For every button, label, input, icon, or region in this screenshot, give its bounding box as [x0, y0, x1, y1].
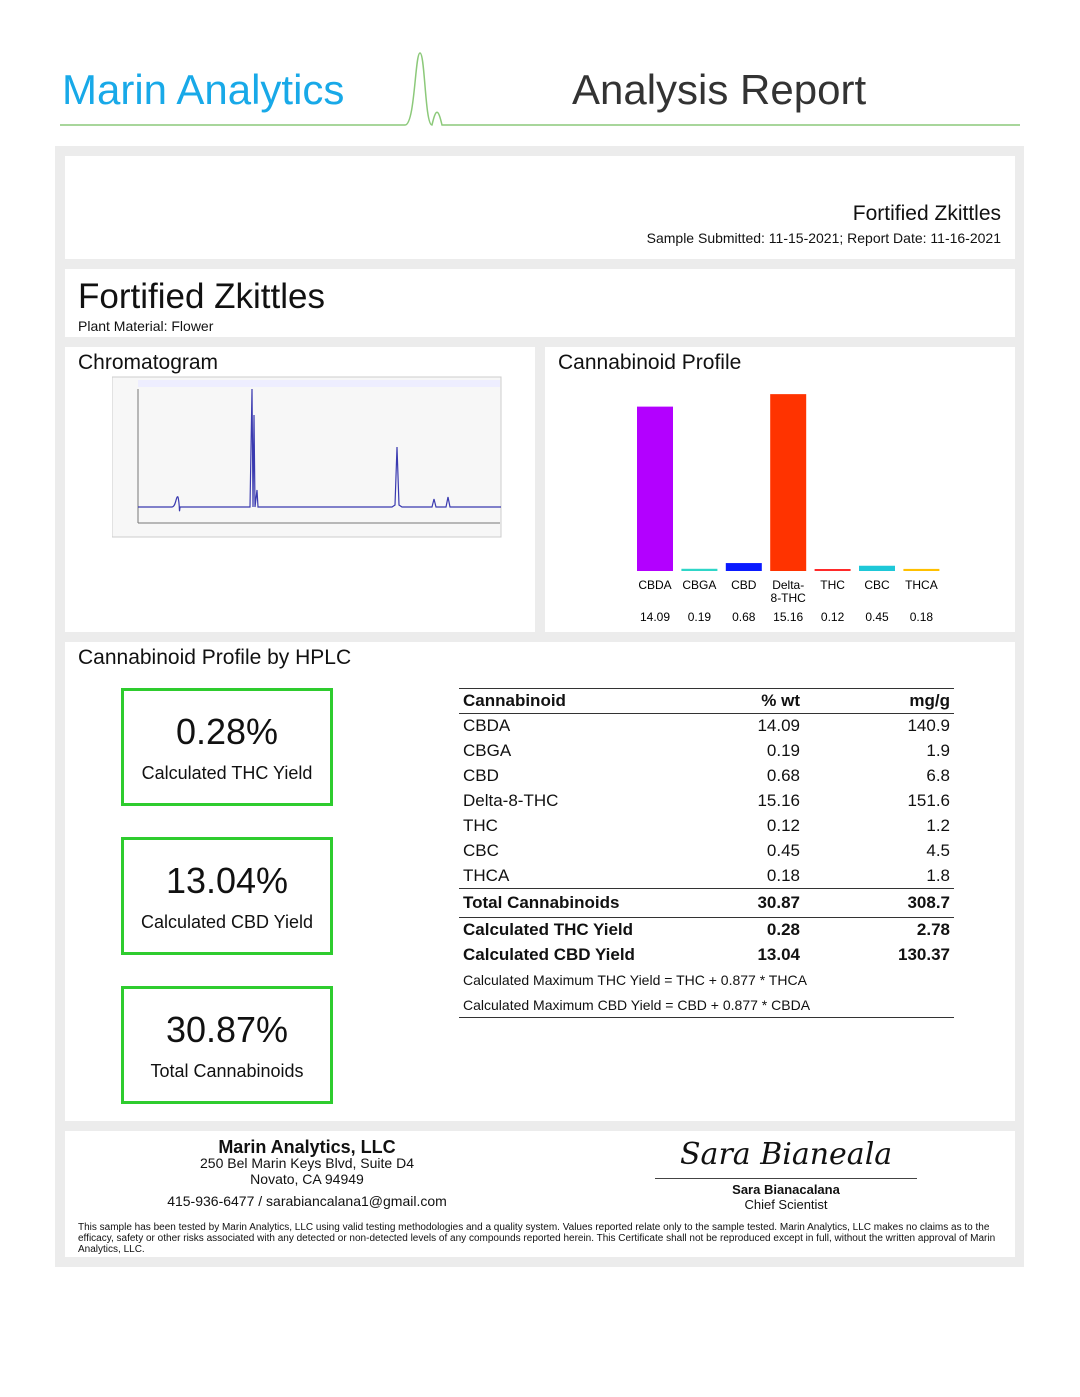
table-row	[459, 789, 954, 814]
total-pct: 30.87	[757, 893, 800, 912]
value-label: 15.16	[773, 610, 804, 624]
yield-pct: 13.04	[757, 945, 800, 964]
cbd-yield-label: Calculated CBD Yield	[140, 912, 314, 932]
bar-cbda	[637, 407, 673, 571]
cannabinoid-profile-panel	[545, 347, 1015, 632]
hplc-table	[459, 688, 954, 1018]
bar-delta-8-thc	[770, 394, 806, 571]
pct-wt: 0.45	[766, 841, 800, 860]
disclaimer: This sample has been tested by Marin Analytics, LLC using valid testing methodologies and a quality system. Values reported relate only to the sample tested. Marin Analytics, LLC makes no claims as to the efficacy, safety or other risks associated with any detected or non-detected levels of any compounds reported herein. This Certificate shall not be reproduced except in full, without the written approval of Marin Analytics, LLC.	[78, 1222, 996, 1255]
category-label: CBDA	[638, 578, 672, 592]
cbd-yield-box	[121, 837, 333, 955]
sample-title-panel	[65, 269, 1015, 337]
category-label: THCA	[905, 578, 938, 592]
yield-label: Calculated THC Yield	[463, 920, 634, 940]
col-pct-wt: % wt	[761, 691, 800, 710]
sample-title: Fortified Zkittles	[78, 277, 325, 316]
company-name: Marin Analytics, LLC	[218, 1137, 396, 1157]
value-label: 14.09	[639, 610, 671, 624]
pct-wt: 15.16	[757, 791, 800, 810]
total-cannabinoids-label: Total Cannabinoids	[150, 1061, 304, 1081]
thc-yield-value: 0.28%	[175, 711, 279, 752]
table-row	[459, 839, 954, 864]
header-peak-line	[60, 48, 1020, 128]
mg-g: 1.8	[926, 865, 950, 885]
signer-title: Chief Scientist	[744, 1197, 828, 1212]
yield-label: Calculated CBD Yield	[463, 945, 635, 964]
category-label: THC	[820, 578, 845, 592]
mg-g: 6.8	[926, 766, 950, 785]
value-label: 0.68	[732, 610, 756, 624]
pct-wt: 0.19	[766, 741, 800, 760]
company-address-2: Novato, CA 94949	[250, 1171, 364, 1187]
sample-dates: Sample Submitted: 11-15-2021; Report Date: 11-16-2021	[646, 230, 1001, 246]
value-label: 0.45	[865, 610, 889, 624]
total-row	[459, 889, 954, 918]
sample-header-panel	[65, 156, 1015, 259]
mg-g: 1.9	[926, 741, 950, 760]
report-title: Analysis Report	[572, 66, 867, 113]
bar-cbd	[726, 563, 762, 571]
profile-heading: Cannabinoid Profile	[558, 351, 742, 374]
table-row	[459, 739, 954, 764]
cbd-yield-row	[459, 943, 954, 968]
brand-logo: Marin Analytics	[62, 66, 345, 113]
mg-g: 140.9	[907, 716, 950, 736]
signer-name: Sara Bianacalana	[732, 1182, 840, 1197]
signature: Sara Bianeala	[680, 1137, 893, 1172]
company-contact: 415-936-6477 / sarabiancalana1@gmail.com	[167, 1193, 447, 1209]
mg-g: 4.5	[926, 841, 950, 860]
cannabinoid-name: THCA	[463, 865, 510, 885]
cannabinoid-name: CBGA	[463, 741, 512, 760]
category-label: 8-THC	[770, 591, 806, 605]
mg-g: 1.2	[926, 816, 950, 835]
total-label: Total Cannabinoids	[463, 893, 620, 912]
pct-wt: 0.18	[766, 865, 800, 885]
category-label: CBGA	[682, 578, 717, 592]
value-label: 0.12	[820, 610, 845, 624]
pct-wt: 14.09	[757, 716, 800, 736]
bar-thc	[815, 569, 851, 571]
cbd-yield-value: 13.04%	[165, 860, 289, 901]
total-mg: 308.7	[907, 893, 950, 912]
table-row	[459, 864, 954, 889]
cannabinoid-name: THC	[463, 816, 498, 835]
table-row	[459, 764, 954, 789]
mg-g: 151.6	[907, 791, 950, 810]
bar-cbc	[859, 566, 895, 571]
chromatogram-panel	[65, 347, 535, 632]
sample-name-header: Fortified Zkittles	[852, 202, 1001, 225]
category-label: CBD	[731, 578, 757, 592]
total-cannabinoids-value: 30.87%	[165, 1009, 289, 1050]
value-label: 0.19	[687, 610, 712, 624]
table-row	[459, 714, 954, 739]
category-label: Delta-	[772, 578, 805, 592]
yield-pct: 0.28	[766, 920, 800, 940]
footer-panel	[65, 1131, 1015, 1257]
chromatogram-heading: Chromatogram	[78, 351, 219, 374]
cannabinoid-name: Delta-8-THC	[463, 791, 559, 810]
bar-thca	[903, 569, 939, 571]
table-row	[459, 814, 954, 839]
total-cannabinoids-box	[121, 986, 333, 1104]
thc-yield-box	[121, 688, 333, 806]
thc-yield-label: Calculated THC Yield	[141, 763, 313, 783]
pct-wt: 0.12	[766, 816, 800, 835]
yield-mg: 130.37	[898, 945, 950, 964]
cannabinoid-name: CBDA	[463, 716, 511, 736]
col-cannabinoid: Cannabinoid	[463, 691, 566, 710]
hplc-heading: Cannabinoid Profile by HPLC	[78, 646, 352, 669]
cannabinoid-name: CBC	[463, 841, 499, 860]
cbd-formula-note: Calculated Maximum CBD Yield = CBD + 0.877 * CBDA	[463, 996, 811, 1013]
bar-cbga	[681, 569, 717, 571]
chromatogram-image	[112, 375, 502, 540]
pct-wt: 0.68	[766, 766, 800, 785]
value-label: 0.18	[909, 610, 934, 624]
plant-material: Plant Material: Flower	[78, 318, 214, 334]
company-address-1: 250 Bel Marin Keys Blvd, Suite D4	[200, 1155, 414, 1171]
category-label: CBC	[864, 578, 890, 592]
cannabinoid-name: CBD	[463, 766, 499, 785]
thc-formula-note: Calculated Maximum THC Yield = THC + 0.877 * THCA	[463, 972, 807, 988]
col-mg-g: mg/g	[909, 691, 950, 710]
thc-yield-row	[459, 918, 954, 943]
yield-mg: 2.78	[916, 920, 950, 940]
cannabinoid-bar-chart	[545, 347, 1015, 632]
